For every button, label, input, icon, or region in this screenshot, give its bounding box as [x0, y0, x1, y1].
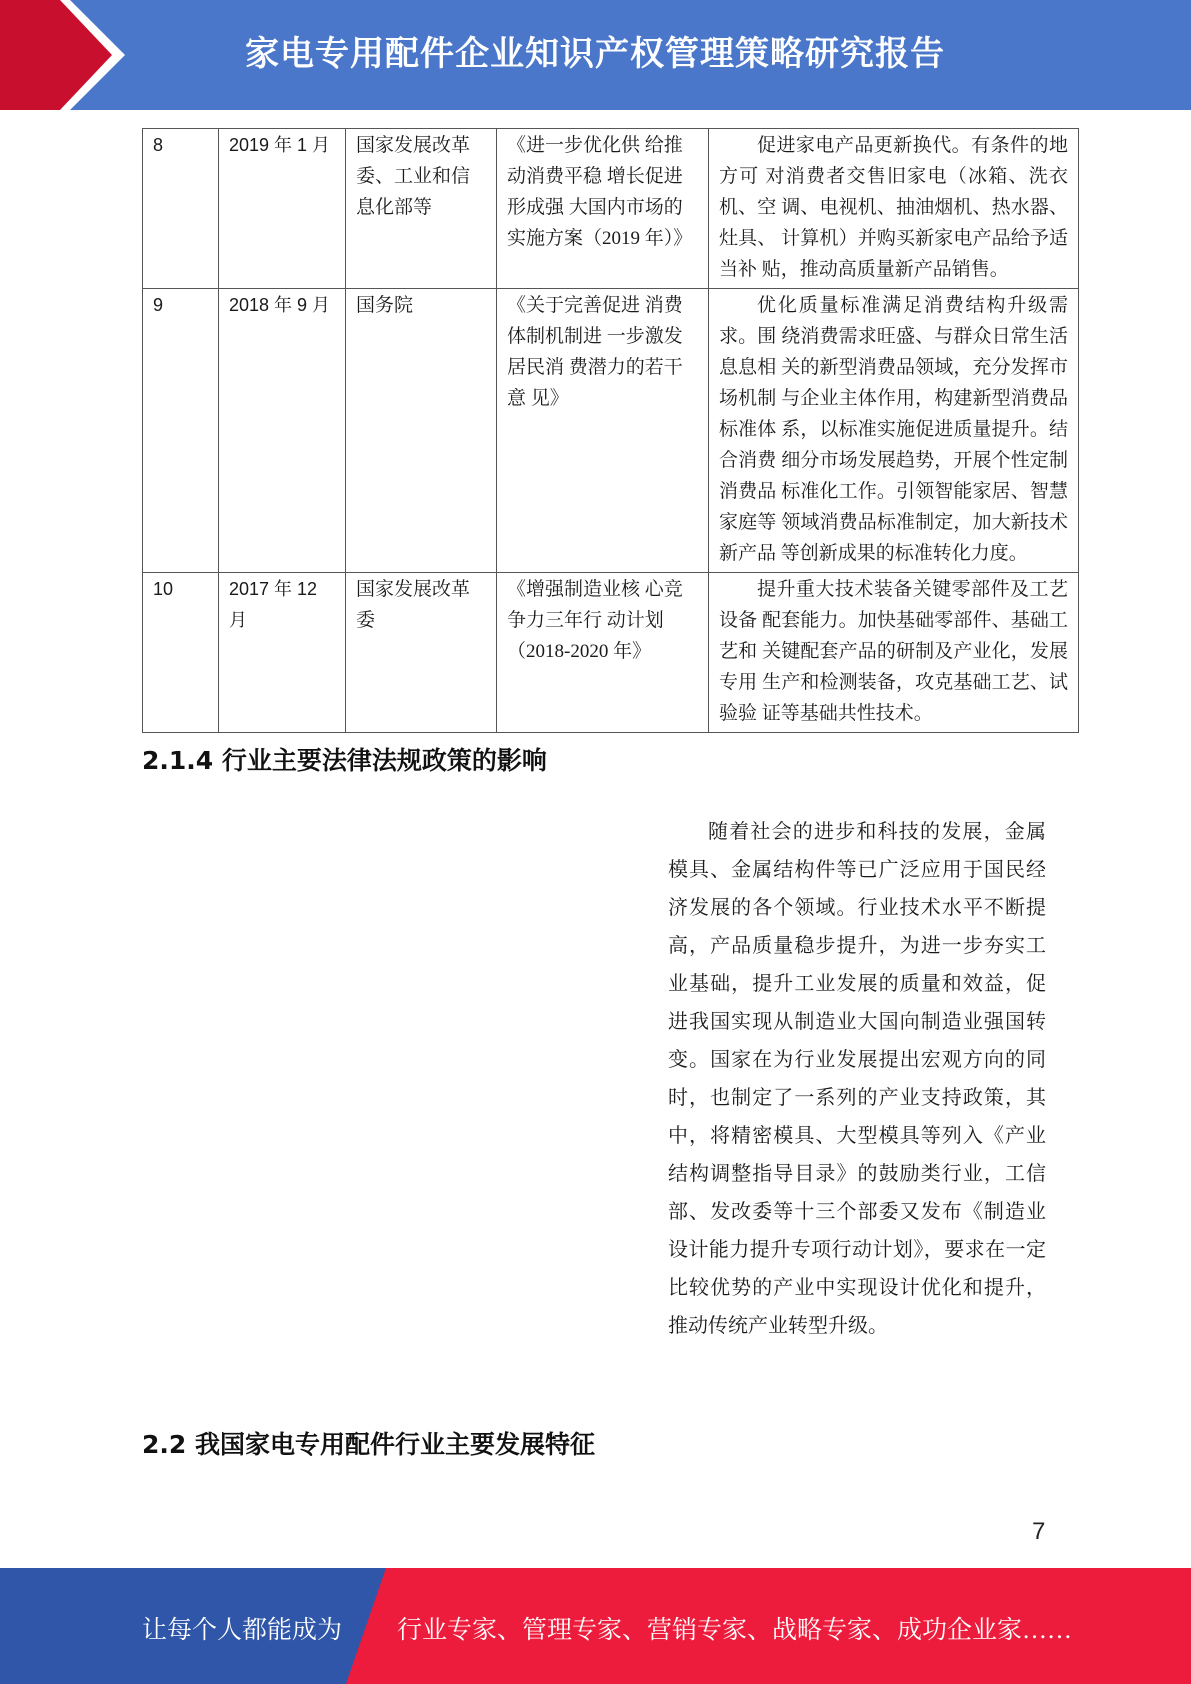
row-date: 2019 年 1 月 — [219, 129, 346, 289]
row-number: 8 — [143, 129, 219, 289]
row-number: 9 — [143, 289, 219, 573]
row-content — [709, 289, 1079, 573]
header-chevron-logo — [0, 0, 150, 110]
section-2-1-4-paragraph: 随着社会的进步和科技的发展，金属模具、金属结构件等已广泛应用于国民经济发展的各个领域。行业技术水平不断提高，产品质量稳步提升，为进一步夯实工业基础，提升工业发展的质量和效益，促进我国实现从制造业大国向制造业强国转变。国家在为行业发展提出宏观方向的同时，也制定了一系列的产业支持政策，其中，将精密模具、大型模具等列入《产业结构调整指导目录》的鼓励类行业，工信部、发改委等十三个部委又发布《制造业设计能力提升专项行动计划》，要求在一定比较优势的产业中实现设计优化和提升，推动传统产业转型升级。 — [668, 821, 1046, 1337]
row-content — [709, 573, 1079, 733]
page-number: 7 — [1032, 1518, 1046, 1545]
table-row — [143, 573, 1079, 733]
row-date: 2017 年 12 月 — [219, 573, 346, 733]
table-row — [143, 289, 1079, 573]
row-policy-title: 《增强制造业核 心竞争力三年行 动计划（2018-2020 年》 — [497, 573, 709, 733]
section-heading-2-1-4: 2.1.4 行业主要法律法规政策的影响 — [142, 746, 547, 775]
report-header — [0, 0, 1191, 110]
policy-table — [142, 128, 1079, 733]
row-content-text: 提升重大技术装备关键零部件及工艺设备 配套能力。加快基础零部件、基础工艺和 关键配套产品的研制及产业化，发展专用 生产和检测装备，攻克基础工艺、试验验 证等基础共性技术。 — [719, 579, 1068, 724]
row-issuer: 国务院 — [346, 289, 497, 573]
row-content — [709, 129, 1079, 289]
footer-slogan-right: 行业专家、管理专家、营销专家、战略专家、成功企业家…… — [397, 1617, 1073, 1644]
report-title: 家电专用配件企业知识产权管理策略研究报告 — [245, 34, 945, 74]
section-heading-2-2: 2.2 我国家电专用配件行业主要发展特征 — [142, 1430, 595, 1459]
row-policy-title: 《进一步优化供 给推动消费平稳 增长促进形成强 大国内市场的实施方案（2019 年）》 — [497, 129, 709, 289]
table-row — [143, 129, 1079, 289]
row-policy-title: 《关于完善促进 消费体制机制进 一步激发居民消 费潜力的若干意 见》 — [497, 289, 709, 573]
row-content-text: 促进家电产品更新换代。有条件的地方可 对消费者交售旧家电（冰箱、洗衣机、空 调、电视机、抽油烟机、热水器、灶具、 计算机）并购买新家电产品给予适当补 贴，推动高质量新产品销售。 — [719, 135, 1068, 280]
row-date: 2018 年 9 月 — [219, 289, 346, 573]
footer-slogan-left: 让每个人都能成为 — [142, 1617, 343, 1644]
row-issuer: 国家发展改革委、工业和信息化部等 — [346, 129, 497, 289]
row-issuer: 国家发展改革委 — [346, 573, 497, 733]
row-content-text: 优化质量标准满足消费结构升级需求。围 绕消费需求旺盛、与群众日常生活息息相 关的新型消费品领域，充分发挥市场机制 与企业主体作用，构建新型消费品标准体 系，以标准实施促进质量提升。结合消费 细分市场发展趋势，开展个性定制消费品 标准化工作。引领智能家居、智慧家庭等 领域消费品标准制定，加大新技术新产品 等创新成果的标准转化力度。 — [719, 295, 1068, 564]
report-footer — [0, 1568, 1191, 1684]
row-number: 10 — [143, 573, 219, 733]
